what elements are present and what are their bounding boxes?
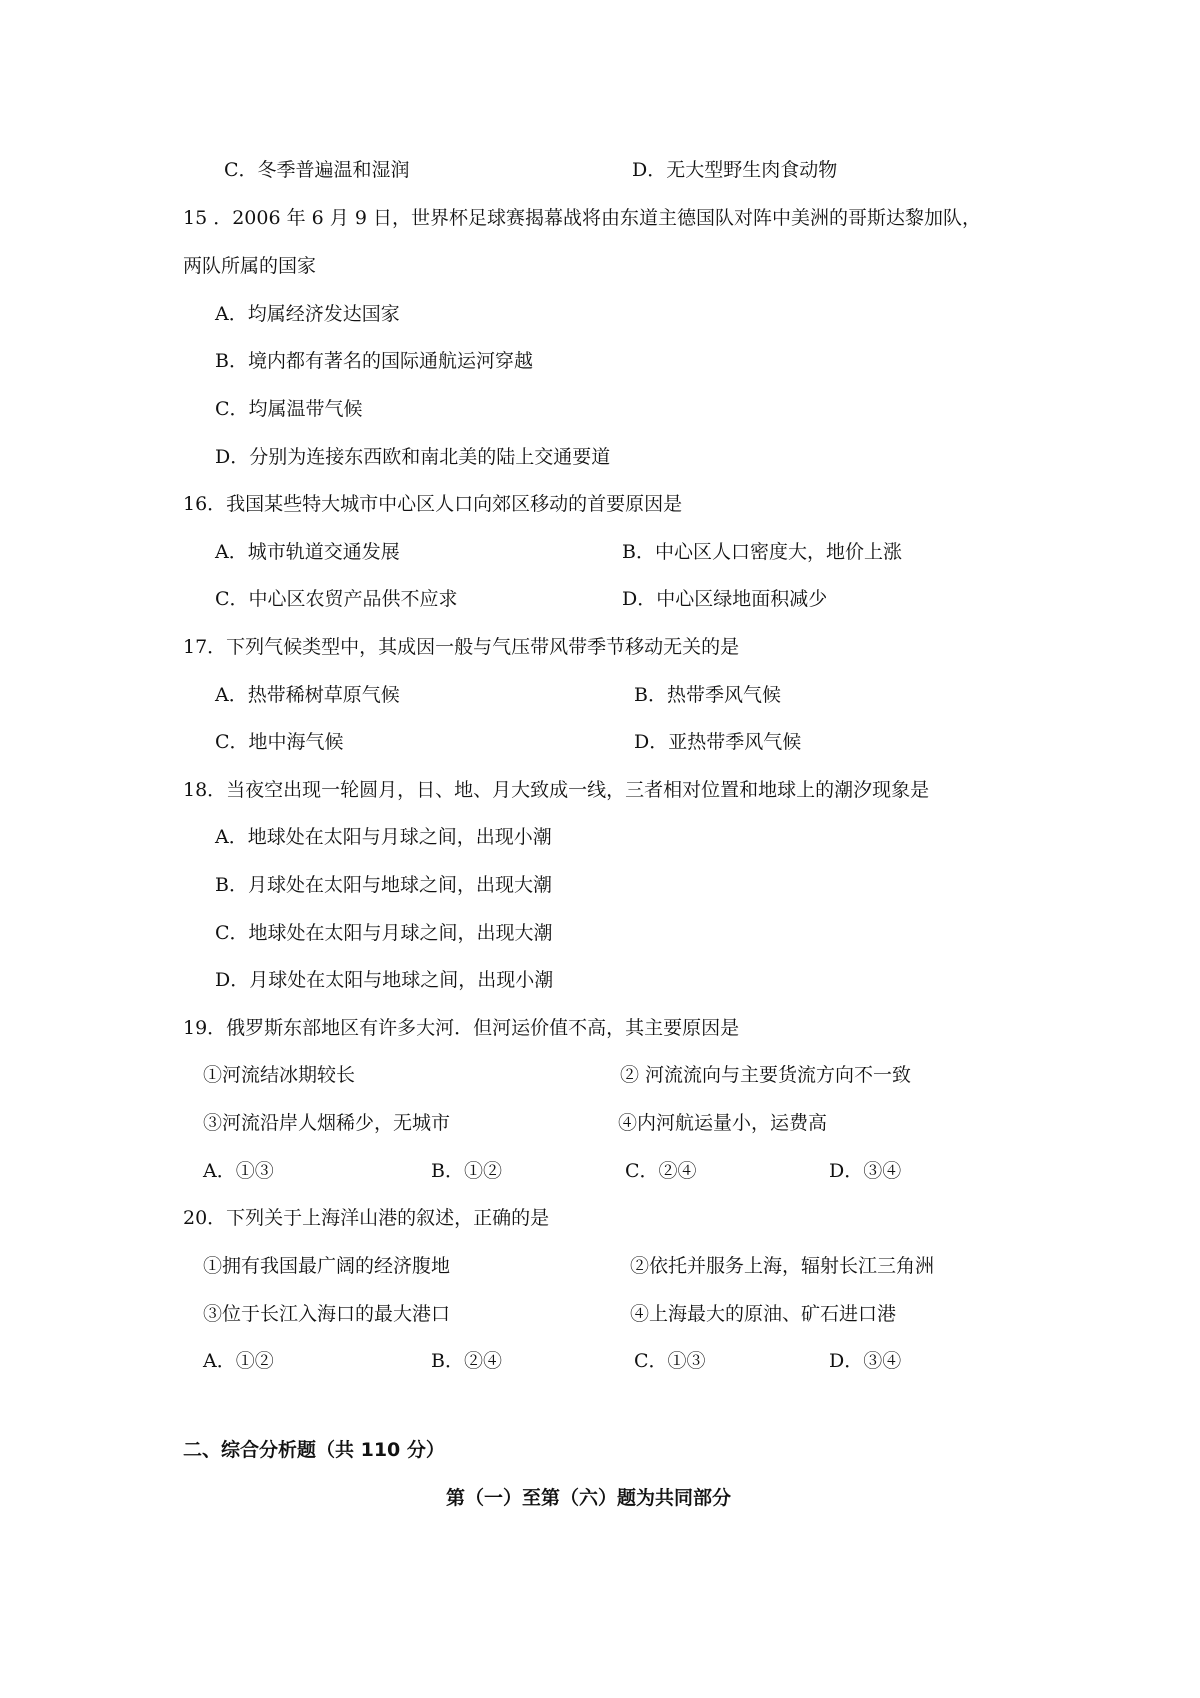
section-2-heading: 二、综合分析题（共 110 分） — [183, 1439, 445, 1461]
q19-statement-1: ①河流结冰期较长 — [203, 1064, 356, 1086]
q17-option-c: C．地中海气候 — [215, 731, 344, 753]
q20-option-c: C．①③ — [634, 1350, 706, 1372]
q18-option-d: D．月球处在太阳与地球之间，出现小潮 — [215, 969, 554, 991]
q15-option-b: B．境内都有著名的国际通航运河穿越 — [215, 350, 533, 372]
q16-option-b: B．中心区人口密度大，地价上涨 — [622, 541, 902, 563]
q17-stem: 17．下列气候类型中，其成因一般与气压带风带季节移动无关的是 — [183, 636, 740, 658]
q18-option-a: A．地球处在太阳与月球之间，出现小潮 — [215, 826, 552, 848]
q17-option-b: B．热带季风气候 — [634, 684, 781, 706]
q16-option-a: A．城市轨道交通发展 — [215, 541, 400, 563]
q18-option-b: B．月球处在太阳与地球之间，出现大潮 — [215, 874, 552, 896]
q16-option-c: C．中心区农贸产品供不应求 — [215, 588, 458, 610]
q17-option-d: D．亚热带季风气候 — [634, 731, 802, 753]
q16-stem: 16．我国某些特大城市中心区人口向郊区移动的首要原因是 — [183, 493, 683, 515]
q19-statement-2: ② 河流流向与主要货流方向不一致 — [620, 1064, 912, 1086]
q20-option-b: B．②④ — [431, 1350, 502, 1372]
section-2-subheading: 第（一）至第（六）题为共同部分 — [446, 1487, 732, 1509]
q14-option-d: D．无大型野生肉食动物 — [632, 159, 838, 181]
q20-statement-3: ③位于长江入海口的最大港口 — [203, 1303, 451, 1325]
q18-stem: 18．当夜空出现一轮圆月，日、地、月大致成一线，三者相对位置和地球上的潮汐现象是 — [183, 779, 930, 801]
q17-option-a: A．热带稀树草原气候 — [215, 684, 400, 706]
q15-stem: 15 ．2006 年 6 月 9 日，世界杯足球赛揭幕战将由东道主德国队对阵中美洲的哥斯达黎加队， — [183, 207, 981, 229]
q19-stem: 19．俄罗斯东部地区有许多大河．但河运价值不高，其主要原因是 — [183, 1017, 740, 1039]
q19-statement-3: ③河流沿岸人烟稀少，无城市 — [203, 1112, 451, 1134]
q20-option-d: D．③④ — [829, 1350, 902, 1372]
q20-statement-4: ④上海最大的原油、矿石进口港 — [630, 1303, 897, 1325]
q14-option-c: C．冬季普遍温和湿润 — [224, 159, 410, 181]
q15-option-c: C．均属温带气候 — [215, 398, 363, 420]
q20-statement-1: ①拥有我国最广阔的经济腹地 — [203, 1255, 451, 1277]
q18-option-c: C．地球处在太阳与月球之间，出现大潮 — [215, 922, 553, 944]
q20-stem: 20．下列关于上海洋山港的叙述，正确的是 — [183, 1207, 550, 1229]
q20-option-a: A．①② — [203, 1350, 274, 1372]
q15-stem-continued: 两队所属的国家 — [183, 255, 317, 277]
q19-statement-4: ④内河航运量小，运费高 — [618, 1112, 828, 1134]
q19-option-b: B．①② — [431, 1160, 502, 1182]
q20-statement-2: ②依托并服务上海，辐射长江三角洲 — [630, 1255, 935, 1277]
q16-option-d: D．中心区绿地面积减少 — [622, 588, 828, 610]
q19-option-c: C．②④ — [625, 1160, 697, 1182]
q15-option-a: A．均属经济发达国家 — [215, 303, 400, 325]
q19-option-d: D．③④ — [829, 1160, 902, 1182]
q15-option-d: D．分别为连接东西欧和南北美的陆上交通要道 — [215, 446, 611, 468]
q19-option-a: A．①③ — [203, 1160, 274, 1182]
